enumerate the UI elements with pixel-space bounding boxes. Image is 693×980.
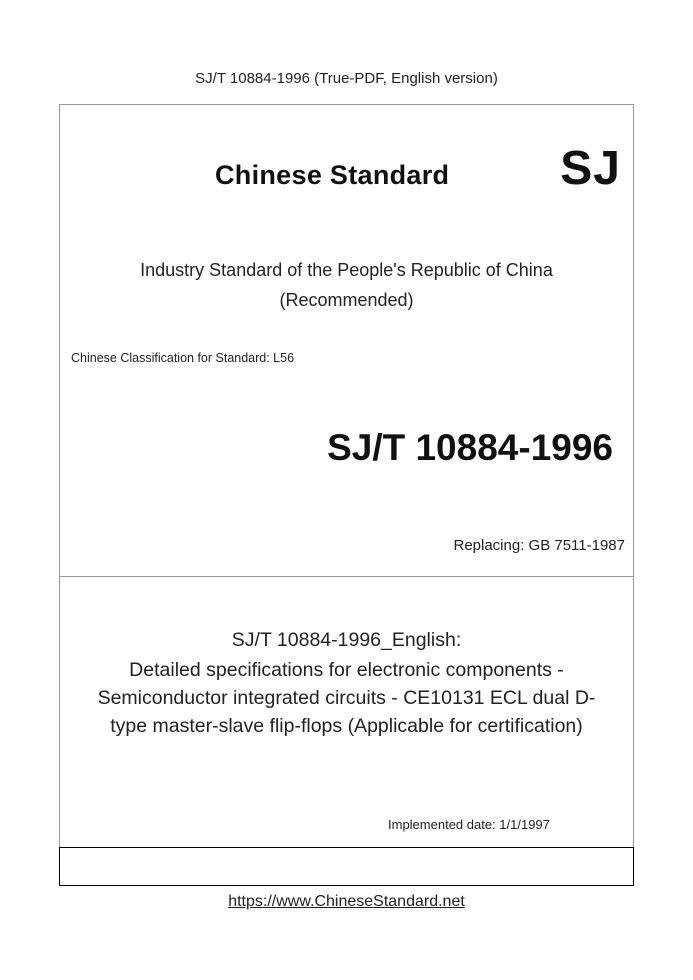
title-line-1: SJ/T 10884-1996_English: [231, 629, 462, 651]
footer [0, 893, 693, 911]
implemented-date: Implemented date: 1/1/1997 [388, 817, 550, 832]
cover-top-section [60, 105, 633, 577]
document-header: SJ/T 10884-1996 (True-PDF, English version) [195, 70, 498, 87]
cover-frame [59, 104, 634, 886]
industry-standard-line: Industry Standard of the People's Republic of China [140, 260, 553, 280]
recommended-line: (Recommended) [279, 290, 414, 310]
website-link[interactable]: https://www.ChineseStandard.net [228, 893, 465, 910]
title-line-3: Semiconductor integrated circuits - CE10131 ECL dual D- [97, 687, 596, 709]
cover-title-section [60, 577, 633, 847]
cover-heading: Chinese Standard [215, 160, 450, 190]
standard-code: SJ/T 10884-1996 [327, 427, 613, 468]
sj-logo: SJ [560, 142, 621, 195]
cover-bottom-band [59, 847, 634, 886]
classification-text: Chinese Classification for Standard: L56 [71, 351, 295, 365]
replacing-text: Replacing: GB 7511-1987 [453, 537, 625, 554]
title-line-2: Detailed specifications for electronic components - [129, 659, 564, 681]
title-line-4: type master-slave flip-flops (Applicable for certification) [110, 715, 583, 737]
